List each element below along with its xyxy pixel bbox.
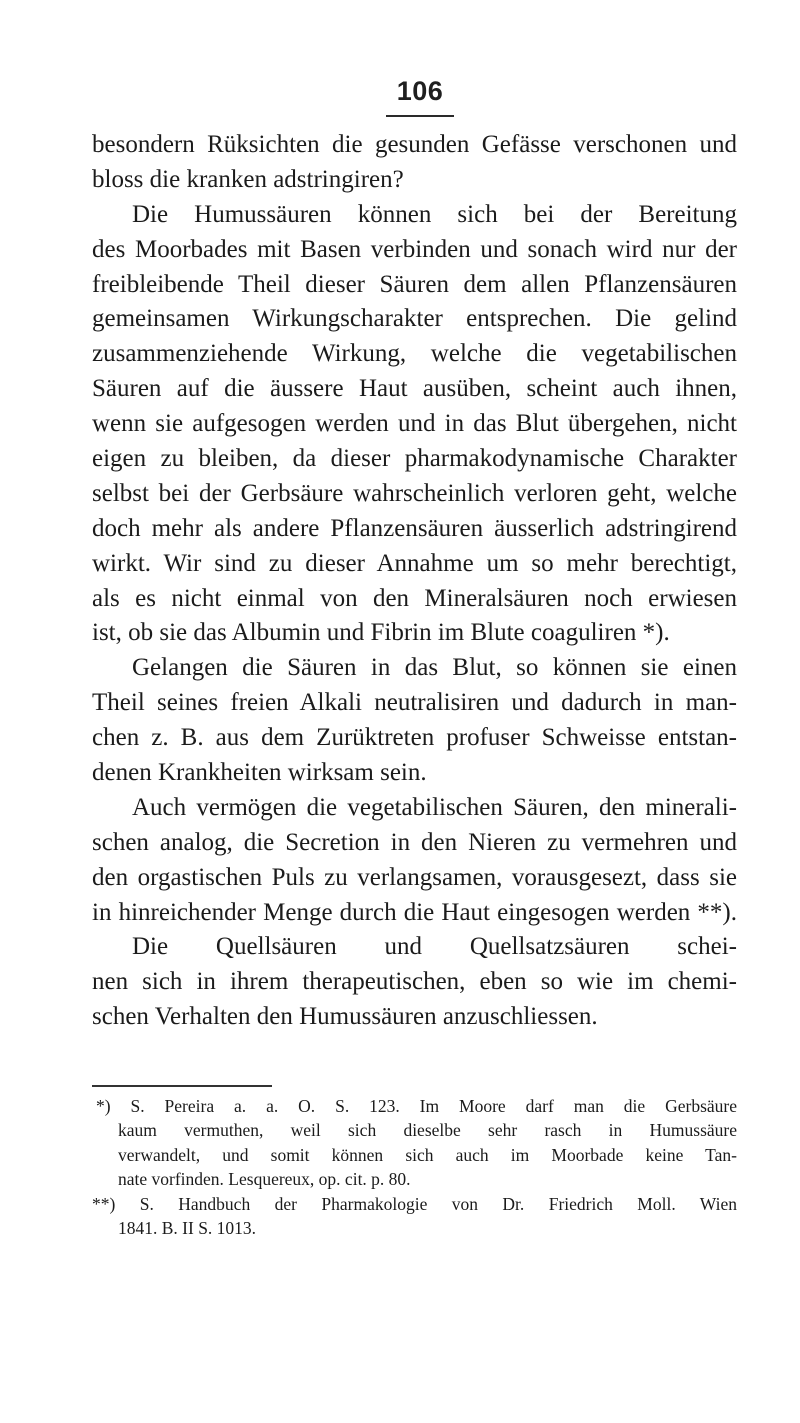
footnote-line: 1841. B. II S. 1013.	[118, 1217, 257, 1238]
page-number: 106	[396, 76, 444, 106]
footnotes	[92, 1094, 737, 1240]
footnote-line: nate vorfinden. Lesquereux, op. cit. p. 80.	[118, 1169, 411, 1190]
text-line: des Moorbades mit Basen verbinden und sonach wird nur der	[92, 235, 737, 263]
text-line: Gelangen die Säuren in das Blut, so können sie einen	[132, 654, 737, 682]
body-text	[92, 128, 737, 1035]
text-line: nen sich in ihrem therapeutischen, eben so wie im chemi-	[92, 968, 737, 996]
text-line: schen Verhalten den Humussäuren anzuschliessen.	[92, 1003, 598, 1031]
text-line: wirkt. Wir sind zu dieser Annahme um so mehr berechtigt,	[92, 549, 737, 577]
text-line: eigen zu bleiben, da dieser pharmakodynamische Charakter	[92, 445, 737, 473]
text-line: wenn sie aufgesogen werden und in das Blut übergehen, nicht	[92, 410, 737, 438]
footnote-line: **) S. Handbuch der Pharmakologie von Dr. Friedrich Moll. Wien	[92, 1193, 737, 1214]
text-line: freibleibende Theil dieser Säuren dem allen Pflanzensäuren	[92, 270, 737, 298]
footnote-line: kaum vermuthen, weil sich dieselbe sehr rasch in Humussäure	[118, 1120, 737, 1141]
text-line: Säuren auf die äussere Haut ausüben, scheint auch ihnen,	[92, 375, 737, 403]
text-line: gemeinsamen Wirkungscharakter entsprechen. Die gelind	[92, 305, 737, 333]
text-line: als es nicht einmal von den Mineralsäuren noch erwiesen	[92, 584, 737, 612]
text-line: in hinreichender Menge durch die Haut eingesogen werden **).	[92, 898, 737, 926]
text-line: ist, ob sie das Albumin und Fibrin im Blute coaguliren *).	[92, 619, 670, 647]
page-number-underline	[386, 115, 454, 117]
footnote-line: *) S. Pereira a. a. O. S. 123. Im Moore darf man die Gerbsäure	[96, 1096, 737, 1116]
text-line: zusammenziehende Wirkung, welche die vegetabilischen	[92, 340, 737, 368]
text-line: chen z. B. aus dem Zurüktreten profuser Schweisse entstan-	[92, 724, 737, 752]
text-line: selbst bei der Gerbsäure wahrscheinlich verloren geht, welche	[92, 479, 737, 507]
text-line: bloss die kranken adstringiren?	[92, 165, 404, 193]
footnote-line: verwandelt, und somit können sich auch im Moorbade keine Tan-	[118, 1144, 737, 1165]
text-line: denen Krankheiten wirksam sein.	[92, 759, 427, 787]
text-line: Die Quellsäuren und Quellsatzsäuren schei-	[132, 933, 737, 961]
text-line: Auch vermögen die vegetabilischen Säuren, den minerali-	[132, 793, 737, 821]
text-line: Die Humussäuren können sich bei der Bereitung	[132, 200, 737, 228]
text-line: doch mehr als andere Pflanzensäuren äusserlich adstringirend	[92, 514, 737, 542]
footnote-separator	[92, 1085, 272, 1087]
text-line: schen analog, die Secretion in den Nieren zu vermehren und	[92, 828, 737, 856]
text-line: Theil seines freien Alkali neutralisiren und dadurch in man-	[92, 689, 737, 717]
text-line: den orgastischen Puls zu verlangsamen, vorausgesezt, dass sie	[92, 863, 737, 891]
text-line: besondern Rüksichten die gesunden Gefässe verschonen und	[92, 131, 737, 158]
